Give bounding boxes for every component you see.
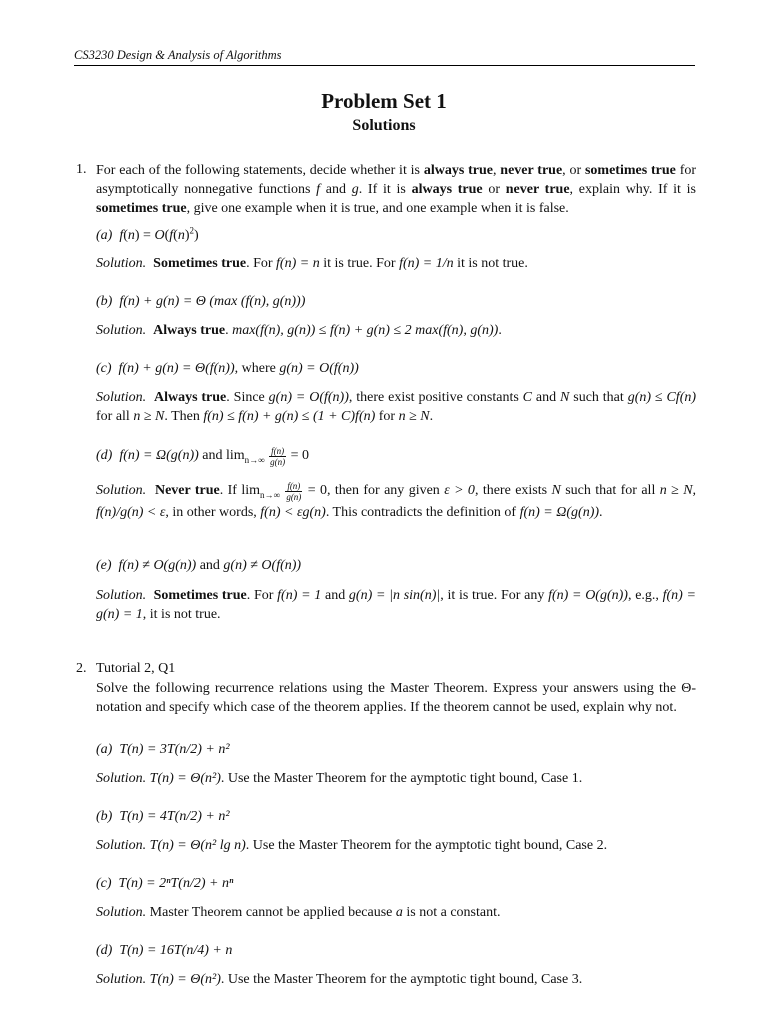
page-title: Problem Set 1 [321,89,447,113]
q2a-solution: Solution. T(n) = Θ(n²). Use the Master Theorem for the aymptotic tight bound, Case 1. [96,771,583,786]
question-1-number: 1. [76,162,87,177]
q2d-solution: Solution. T(n) = Θ(n²). Use the Master Theorem for the aymptotic tight bound, Case 3. [96,972,583,987]
q1c-solution: Solution. Always true. Since g(n) = O(f(n)), there exist positive constants C and N such that g(n) ≤ Cf(n) for all n ≥ N. Then f(n) ≤ f(n) + g(n) ≤ (1 + C)f(n) for n ≥ N. [96,390,697,424]
q2c-statement: (c) T(n) = 2ⁿT(n/2) + nⁿ [96,876,234,891]
q1d-solution: Solution. Never true. If $\lim_{n\to\infty}$ $\frac{f(n)}{g(n)}$ = 0, then for any given ε > 0, there exists N such that for all n ≥ N, f(n)/g(n) < ε, in other words, f(n) < εg(n). This contradicts the definition of f(n) = Ω(g(n)). [96,481,697,520]
q2a-statement: (a) T(n) = 3T(n/2) + n² [96,742,230,757]
q2b-statement: (b) T(n) = 4T(n/2) + n² [96,809,230,824]
q1a-statement: (a) $f(n) = O(f(n)^2)$ [96,225,199,243]
q1a-solution: Solution. Sometimes true. For f(n) = n it is true. For f(n) = 1/n it is not true. [96,256,528,271]
question-2-number: 2. [76,661,87,676]
q2c-solution: Solution. Master Theorem cannot be applied because a is not a constant. [96,905,501,920]
q1e-statement: (e) f(n) ≠ O(g(n)) and g(n) ≠ O(f(n)) [96,558,302,573]
q1b-statement: (b) f(n) + g(n) = Θ (max (f(n), g(n))) [96,294,306,309]
q1b-solution: Solution. Always true. max(f(n), g(n)) ≤ f(n) + g(n) ≤ 2 max(f(n), g(n)). [96,323,502,338]
page-subtitle: Solutions [352,117,416,134]
q2b-solution: Solution. T(n) = Θ(n² lg n). Use the Master Theorem for the aymptotic tight bound, Case 2. [96,838,608,853]
question-1-intro: For each of the following statements, decide whether it is always true, never true, or sometimes true for asymptotically nonnegative functions f and g. If it is always true or never true, explain why. If it is sometimes true, give one example when it is true, and one example when it is false. [96,163,697,216]
q1d-statement: (d) f(n) = Ω(g(n)) and $\lim_{n\to\infty}$ $\frac{f(n)}{g(n)}$ = 0 [96,446,309,467]
question-2-ref: Tutorial 2, Q1 [96,661,176,676]
question-2-intro: Solve the following recurrence relations using the Master Theorem. Express your answers using the Θ-notation and specify which case of the theorem applies. If the theorem cannot be used, explain why not. [96,681,696,715]
course-header: CS3230 Design & Analysis of Algorithms [74,48,695,66]
q1e-solution: Solution. Sometimes true. For f(n) = 1 and g(n) = |n sin(n)|, it is true. For any f(n) = O(g(n)), e.g., f(n) = g(n) = 1, it is not true. [96,588,697,622]
q1c-statement: (c) f(n) + g(n) = Θ(f(n)), where g(n) = O(f(n)) [96,361,359,376]
q2d-statement: (d) T(n) = 16T(n/4) + n [96,943,233,958]
